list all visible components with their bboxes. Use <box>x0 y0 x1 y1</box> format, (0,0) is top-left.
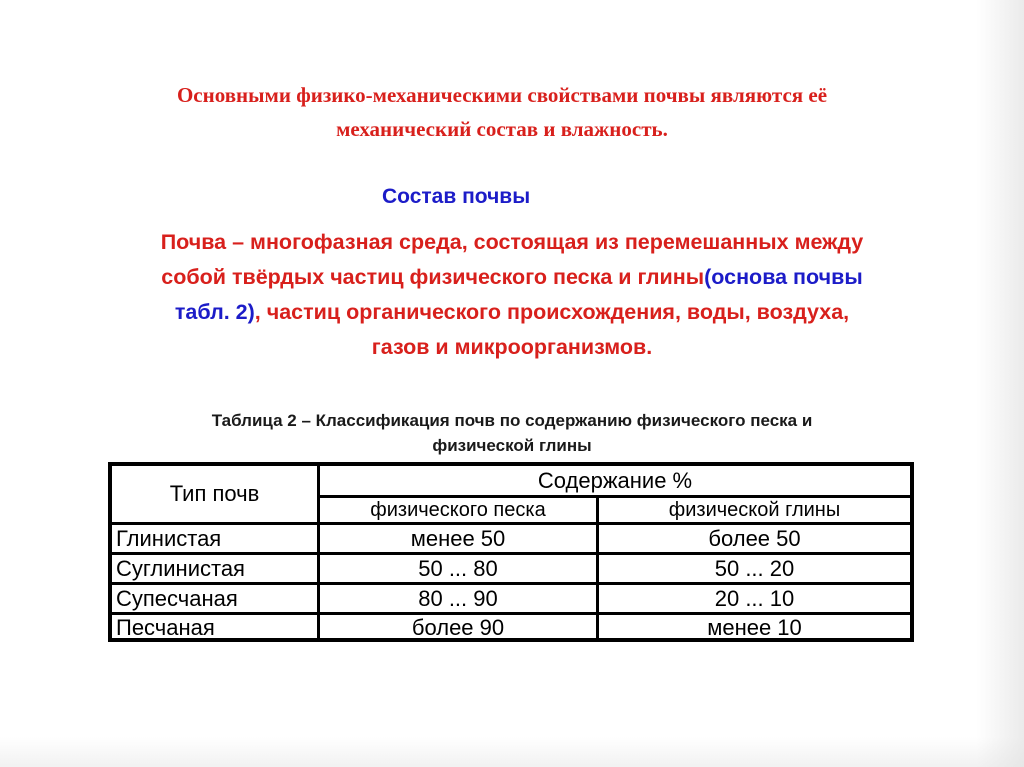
paragraph-line-1: Почва – многофазная среда, состоящая из перемешанных между <box>160 230 864 254</box>
row-3-type: Супесчаная <box>116 585 238 611</box>
row-2-sand: 50 ... 80 <box>418 555 498 581</box>
header-soil-type: Тип почв <box>169 481 260 506</box>
row-2-type: Суглинистая <box>116 555 245 581</box>
paragraph-line-2-red: собой твёрдых частиц физического песка и глины <box>161 265 705 289</box>
paragraph-line-4: газов и микроорганизмов. <box>371 335 653 359</box>
slide-edge-shadow <box>976 0 1024 767</box>
section-title: Состав почвы <box>382 185 531 208</box>
row-1-type: Глинистая <box>116 525 222 551</box>
header-content-percent: Содержание % <box>537 467 693 493</box>
paragraph-line-3-blue: табл. 2) <box>174 300 255 324</box>
row-4-type: Песчаная <box>116 614 215 640</box>
caption-line-1: Таблица 2 – Классификация почв по содержанию физического песка и <box>211 411 813 430</box>
soil-classification-table <box>108 462 914 642</box>
paragraph-line-2-blue: (основа почвы <box>704 265 863 289</box>
slide-heading <box>40 78 964 146</box>
header-physical-clay: физической глины <box>668 499 841 521</box>
row-4-clay: менее 10 <box>707 614 802 640</box>
table-caption <box>60 408 964 458</box>
row-1-clay: более 50 <box>708 525 801 551</box>
slide-bottom-shadow <box>0 737 1024 767</box>
caption-line-2: физической глины <box>432 436 592 455</box>
row-2-clay: 50 ... 20 <box>714 555 795 581</box>
heading-line-1: Основными физико-механическими свойствами почвы являются её <box>176 83 828 107</box>
header-physical-sand: физического песка <box>370 499 546 521</box>
paragraph-line-2 <box>28 260 996 295</box>
row-3-sand: 80 ... 90 <box>418 585 498 611</box>
row-4-sand: более 90 <box>411 614 505 640</box>
row-1-sand: менее 50 <box>410 525 506 551</box>
paragraph-line-3 <box>28 295 996 330</box>
definition-paragraph <box>28 225 996 365</box>
paragraph-line-3-red: , частиц органического происхождения, воды, воздуха, <box>254 300 850 324</box>
heading-line-2: механический состав и влажность. <box>336 117 668 141</box>
row-3-clay: 20 ... 10 <box>714 585 795 611</box>
